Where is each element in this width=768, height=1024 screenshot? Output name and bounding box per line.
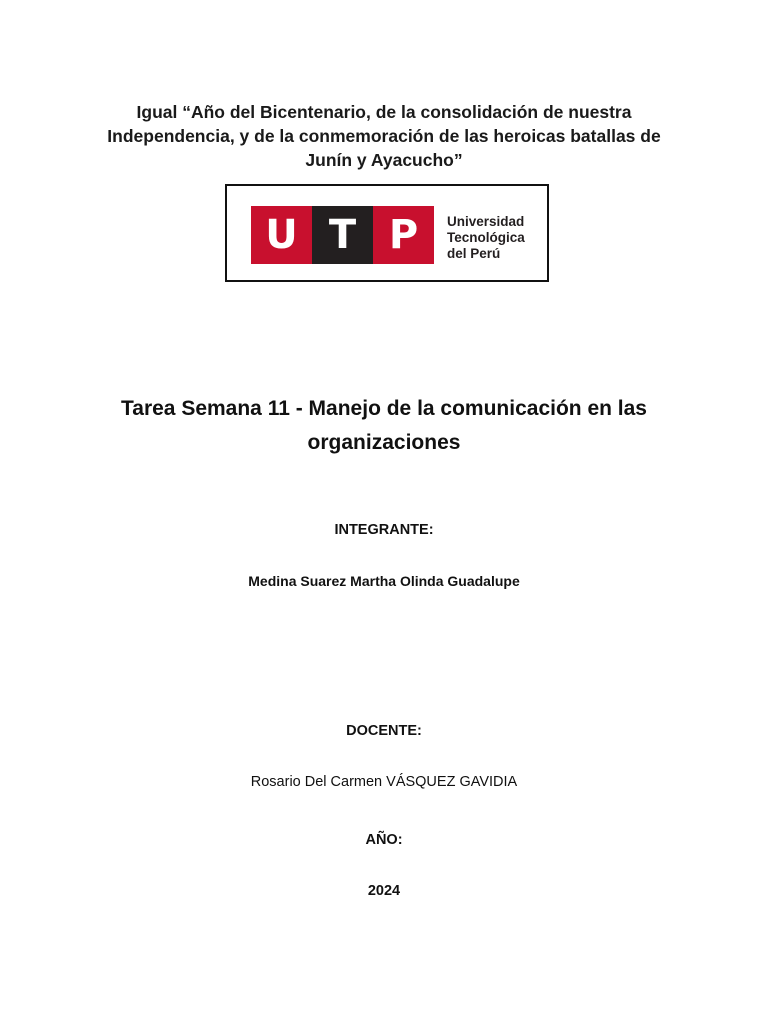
logo-letter-p: P: [373, 206, 434, 264]
title-line-2: organizaciones: [307, 431, 461, 454]
logo-letter-u: U: [251, 206, 312, 264]
utp-logo: [225, 184, 549, 282]
logo-text-line-2: Tecnológica: [447, 230, 525, 245]
motto-heading: [60, 100, 708, 172]
integrante-label: INTEGRANTE:: [334, 522, 434, 538]
title-line-1: Tarea Semana 11 - Manejo de la comunicación en las: [121, 397, 647, 420]
logo-text-line-3: del Perú: [447, 246, 501, 261]
logo-text-line-1: Universidad: [447, 214, 525, 229]
anio-label: AÑO:: [365, 832, 403, 848]
anio-value: 2024: [367, 883, 401, 899]
motto-line-2: Independencia, y de la conmemoración de las heroicas batallas de: [107, 126, 661, 146]
motto-line-3: Junín y Ayacucho”: [305, 150, 463, 170]
docente-label: DOCENTE:: [346, 723, 422, 739]
document-title: [40, 392, 728, 460]
motto-line-1: Igual “Año del Bicentenario, de la consolidación de nuestra: [136, 102, 632, 122]
utp-logo-blocks: [251, 206, 434, 264]
integrante-name: Medina Suarez Martha Olinda Guadalupe: [248, 573, 520, 589]
logo-university-name: [447, 214, 525, 262]
docente-name: Rosario Del Carmen VÁSQUEZ GAVIDIA: [250, 774, 518, 790]
logo-letter-t: T: [312, 206, 373, 264]
